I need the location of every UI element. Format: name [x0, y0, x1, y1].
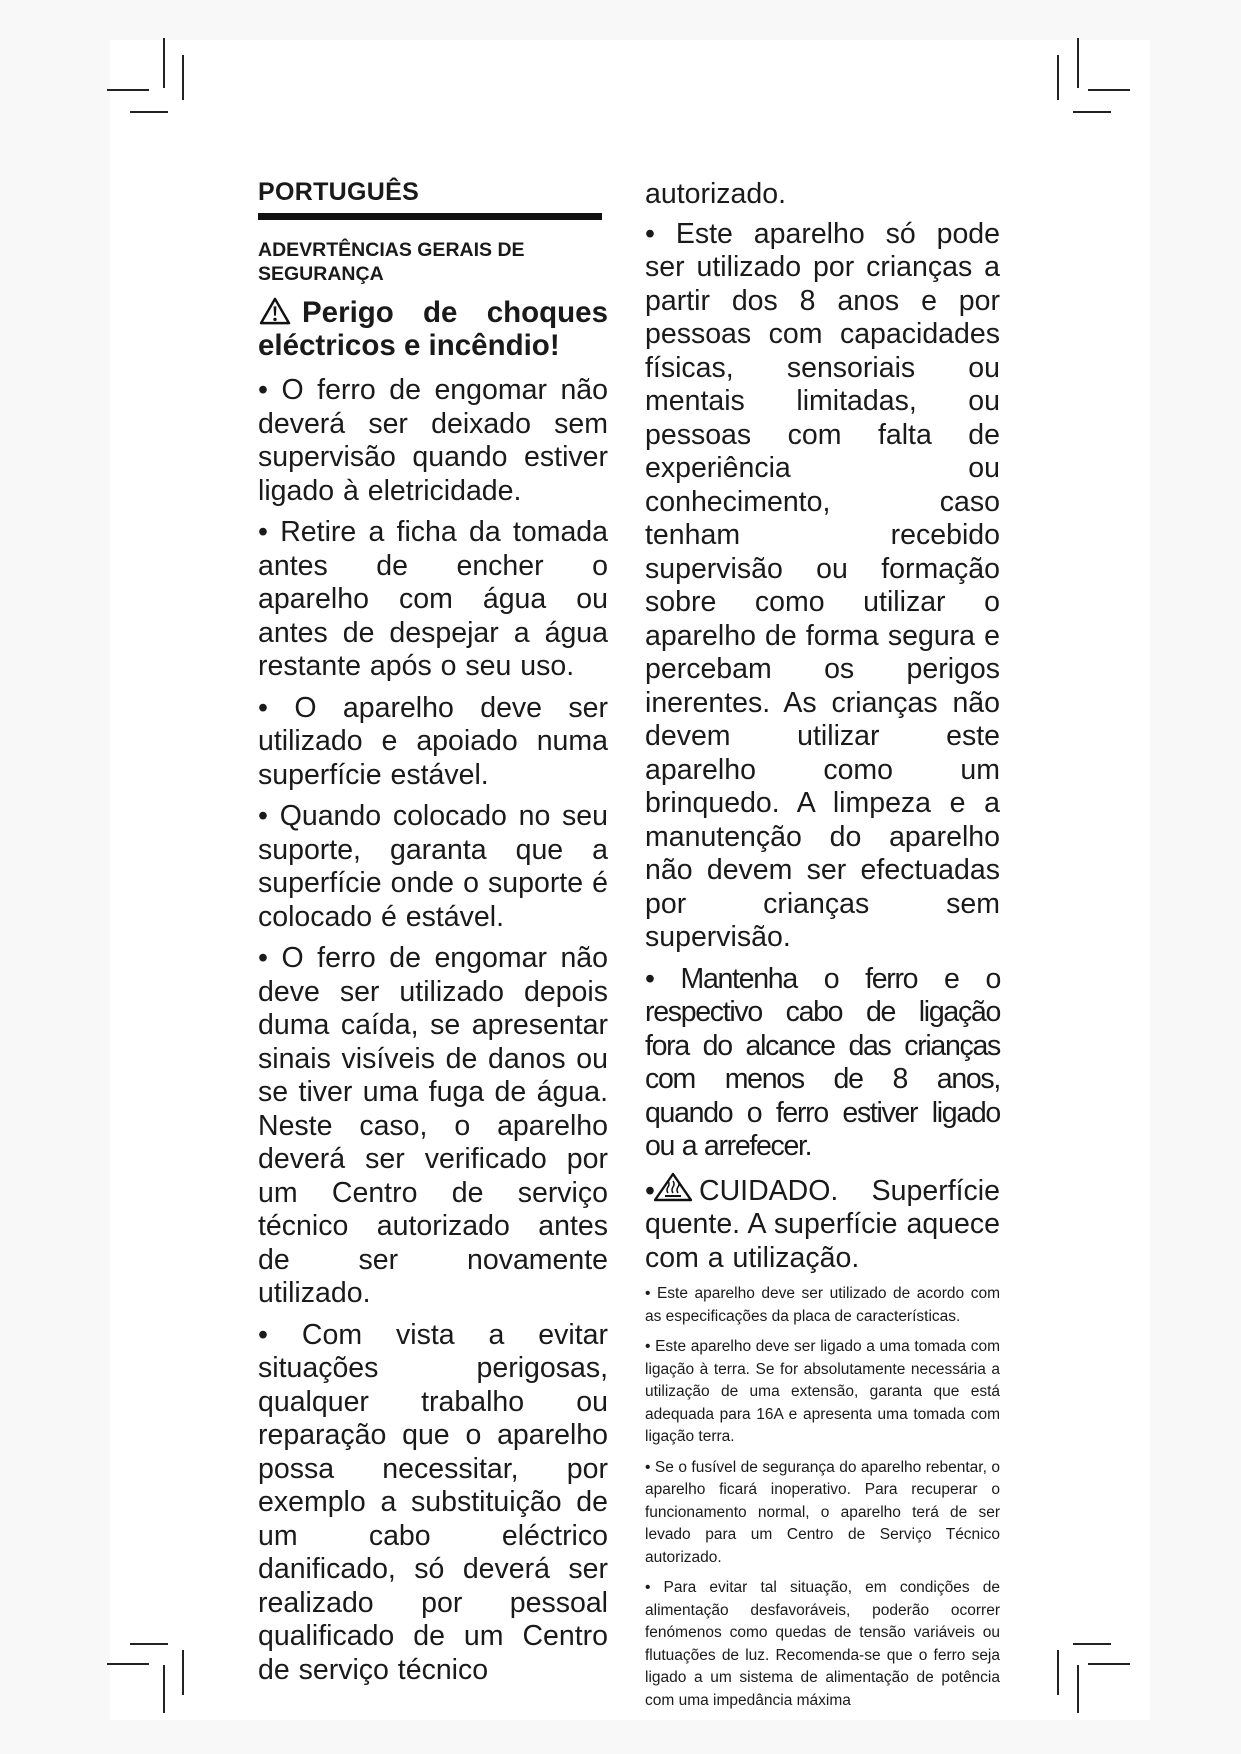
hot-surface-caution [645, 1172, 1000, 1276]
caution-bullet: • [645, 1174, 655, 1207]
danger-title: Perigo de choques eléctricos e incêndio! [258, 296, 608, 362]
continuation-text: autorizado. [645, 178, 787, 210]
crop-mark [163, 38, 165, 88]
left-paragraph: • O ferro de engomar não deve ser utilizado depois duma caída, se apresentar sinais visíveis de danos ou se tiver uma fuga de água. Neste caso, o aparelho deverá ser verificado por um Centro de serviço técnico autorizado antes de ser novamente utilizado. [258, 942, 608, 1309]
crop-mark [107, 1663, 149, 1665]
crop-mark [1057, 1650, 1059, 1695]
crop-mark [163, 1665, 165, 1713]
small-paragraph: • Se o fusível de segurança do aparelho rebentar, o aparelho ficará inoperativo. Para recuperar o funcionamento normal, o aparelho terá de ser levado para um Centro de Serviço Técnico autorizado. [645, 1458, 1000, 1566]
left-paragraph: • Retire a ficha da tomada antes de encher o aparelho com água ou antes de despejar a água restante após o seu uso. [258, 516, 608, 682]
children-warning: • Este aparelho só pode ser utilizado por crianças a partir dos 8 anos e por pessoas com capacidades físicas, sensoriais ou mentais limitadas, ou pessoas com falta de experiência ou conhecimento, caso tenham recebido supervisão ou formação sobre como utilizar o aparelho de forma segura e percebam os perigos inerentes. As crianças não devem utilizar este aparelho como um brinquedo. A limpeza e a manutenção do aparelho não devem ser efectuadas por crianças sem supervisão. [645, 217, 1000, 953]
left-column [258, 178, 608, 1695]
hot-surface-icon [653, 1172, 693, 1202]
left-paragraph: • O ferro de engomar não deverá ser deixado sem supervisão quando estiver ligado à eletricidade. [258, 374, 608, 507]
left-paragraph: • Com vista a evitar situações perigosas, qualquer trabalho ou reparação que o aparelho possa necessitar, por exemplo a substituição de um cabo eléctrico danificado, só deverá ser realizado por pessoal qualificado de um Centro de serviço técnico [258, 1318, 608, 1686]
caution-text: CUIDADO. Superfície quente. A superfície aquece com a utilização. [645, 1174, 1000, 1274]
warning-triangle-icon [258, 297, 292, 325]
crop-mark [1073, 111, 1111, 113]
crop-mark [182, 1650, 184, 1695]
right-column [645, 178, 1000, 1720]
crop-mark [1088, 89, 1130, 91]
small-paragraph: • Este aparelho deve ser ligado a uma tomada com ligação à terra. Se for absolutamente necessária a utilização de uma extensão, garanta que está adequada para 16A e apresenta uma tomada com ligação terra. [645, 1338, 1000, 1445]
safety-section-heading: ADEVRTÊNCIAS GERAIS DE SEGURANÇA [258, 239, 525, 285]
left-paragraph: • Quando colocado no seu suporte, garanta que a superfície onde o suporte é colocado é estável. [258, 800, 608, 933]
crop-mark [1073, 1643, 1111, 1645]
crop-mark [1088, 1663, 1130, 1665]
language-heading: PORTUGUÊS [258, 178, 602, 220]
small-paragraph: • Este aparelho deve ser utilizado de acordo com as especificações da placa de características. [645, 1285, 1000, 1325]
crop-mark [107, 89, 149, 91]
left-paragraph: • O aparelho deve ser utilizado e apoiado numa superfície estável. [258, 691, 608, 791]
crop-mark [182, 55, 184, 100]
crop-mark [130, 1643, 168, 1645]
crop-mark [1057, 55, 1059, 100]
crop-mark [130, 111, 168, 113]
small-paragraph: • Para evitar tal situação, em condições de alimentação desfavoráveis, poderão ocorrer fenómenos como quedas de tensão variáveis ou flutuações de luz. Recomenda-se que o ferro seja ligado a um sistema de alimentação de potência com uma impedância máxima [645, 1579, 1000, 1709]
keep-away-warning: • Mantenha o ferro e o respectivo cabo de ligação fora do alcance das crianças com menos de 8 anos, quando o ferro estiver ligado ou a arrefecer. [645, 962, 1000, 1162]
danger-warning [258, 296, 608, 362]
crop-mark [1077, 1665, 1079, 1713]
crop-mark [1077, 38, 1079, 88]
